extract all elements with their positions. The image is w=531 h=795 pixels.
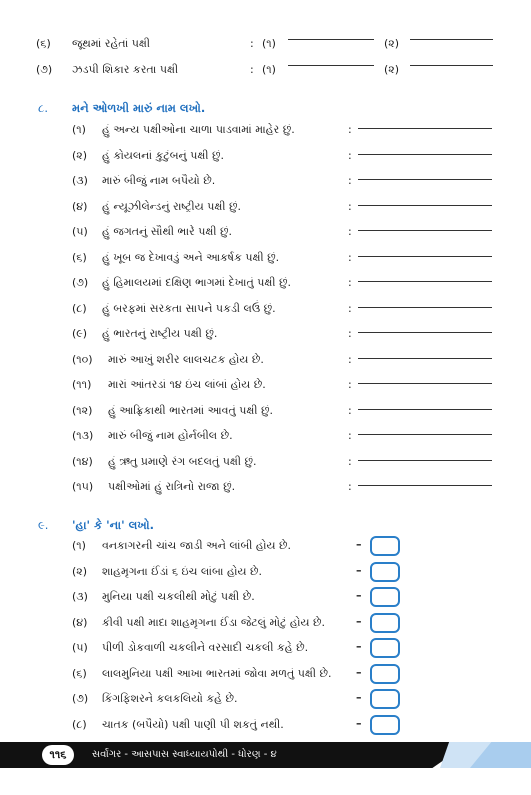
question-text: હું ખૂબ જ દેખાવડું અને આકર્ષક પક્ષી છું. — [102, 250, 280, 264]
answer-line[interactable] — [288, 65, 374, 66]
colon: : — [348, 301, 352, 315]
colon: : — [348, 403, 352, 417]
question-text: મારું આખું શરીર લાલચટક હોય છે. — [108, 352, 264, 366]
colon: : — [348, 276, 352, 289]
answer-line[interactable] — [358, 128, 492, 129]
colon: : — [348, 225, 352, 238]
answer-box[interactable] — [370, 536, 400, 556]
question-text: શાહમૃગના ઈંડાં ૬ ઇંચ લાંબા હોય છે. — [102, 564, 263, 578]
section-heading: મને ઓળખી મારું નામ લખો. — [72, 101, 206, 115]
question-number: (૭) — [72, 276, 89, 289]
answer-box[interactable] — [370, 689, 400, 709]
answer-line[interactable] — [288, 39, 374, 40]
colon: : — [348, 148, 352, 162]
question-number: (૨) — [72, 148, 88, 162]
answer-box[interactable] — [370, 613, 400, 633]
section-number: ૯. — [38, 518, 49, 532]
answer-line[interactable] — [358, 179, 492, 180]
dash: – — [356, 538, 362, 551]
question-number: (૩) — [72, 174, 88, 187]
answer-line[interactable] — [358, 307, 492, 308]
answer-line[interactable] — [358, 383, 492, 384]
answer-box[interactable] — [370, 664, 400, 684]
question-text: મારાં આંતરડાં ૧૪ ઇંચ લાંબાં હોય છે. — [108, 378, 266, 391]
answer-line[interactable] — [358, 460, 492, 461]
answer-line[interactable] — [410, 39, 493, 40]
question-number: (૮) — [72, 717, 87, 731]
question-number: (૩) — [72, 590, 88, 603]
option-label: (૨) — [384, 63, 400, 76]
question-text: કીવી પક્ષી માદા શાહમૃગના ઈંડા જેટલું મોટું હોય છે. — [102, 615, 325, 629]
answer-line[interactable] — [358, 485, 492, 486]
question-number: (૪) — [72, 199, 88, 213]
colon: : — [348, 123, 352, 136]
dash: – — [356, 614, 362, 628]
question-number: (૮) — [72, 301, 87, 315]
answer-line[interactable] — [358, 230, 492, 231]
question-text: હું અન્ય પક્ષીઓના ચાળા પાડવામાં માહેર છું. — [102, 123, 295, 136]
dash: – — [356, 691, 362, 704]
question-number: (૧૨) — [72, 403, 93, 417]
colon: : — [348, 352, 352, 366]
answer-line[interactable] — [358, 332, 492, 333]
question-text: મારું બીજું નામ હોર્નબીલ છે. — [108, 429, 233, 442]
question-text: હું બરફમાં સરકતા સાપને પકડી લઉં છું. — [102, 301, 276, 315]
question-number: (૧૫) — [72, 480, 94, 493]
question-number: (૭) — [72, 692, 89, 705]
question-text: વનકાગરની ચાંચ જાડી અને લાંબી હોય છે. — [102, 539, 291, 552]
dash: – — [356, 640, 362, 653]
dash: – — [356, 563, 362, 577]
answer-line[interactable] — [358, 409, 492, 410]
question-number: (૫) — [72, 641, 88, 654]
question-text: હું ઋતુ પ્રમાણે રંગ બદલતું પક્ષી છું. — [108, 454, 257, 468]
colon: : — [348, 378, 352, 391]
colon: : — [250, 37, 254, 50]
question-text: હું આફ્રિકાથી ભારતમાં આવતું પક્ષી છું. — [108, 403, 274, 417]
colon: : — [348, 174, 352, 187]
colon: : — [348, 250, 352, 264]
question-text: પીળી ડોકવાળી ચકલીને વરસાદી ચકલી કહે છે. — [102, 641, 309, 654]
section-number: ૮. — [38, 101, 48, 115]
question-number: (૨) — [72, 564, 88, 578]
question-number: (૯) — [72, 327, 88, 340]
question-number: (૧૦) — [72, 352, 93, 366]
colon: : — [348, 429, 352, 442]
question-text: લાલમુનિયા પક્ષી આખા ભારતમાં જોવા મળતું પક્ષી છે. — [102, 666, 332, 680]
question-number: (૫) — [72, 225, 88, 238]
question-number: (૧૪) — [72, 454, 93, 468]
question-text: હું ભારતનું રાષ્ટ્રીય પક્ષી છું. — [102, 327, 218, 340]
question-number: (૪) — [72, 615, 88, 629]
question-text: જૂથમાં રહેતાં પક્ષી — [72, 37, 151, 50]
question-text: હું કોયલનાં કુટુંબનું પક્ષી છું. — [102, 148, 225, 162]
question-text: કિંગફિશરને કલકલિયો કહે છે. — [102, 692, 238, 705]
question-text: હું ન્યૂઝીલેન્ડનું રાષ્ટ્રીય પક્ષી છું. — [102, 199, 241, 213]
answer-line[interactable] — [358, 281, 492, 282]
question-number: (૧૩) — [72, 429, 94, 442]
answer-box[interactable] — [370, 638, 400, 658]
question-text: હું જગતનું સૌથી ભારે પક્ષી છું. — [102, 225, 232, 238]
section-heading: 'હા' કે 'ના' લખો. — [72, 518, 154, 532]
footer-book-title: સર્વાંગર - આસપાસ સ્વાધ્યાયપોથી - ધોરણ - ૪ — [92, 749, 277, 760]
option-label: (૨) — [384, 37, 400, 50]
colon: : — [348, 199, 352, 213]
question-text: હું હિમાલયમાં દક્ષિણ ભાગમાં દેખાતું પક્ષી છું. — [102, 276, 292, 289]
question-number: (૬) — [36, 37, 51, 50]
answer-box[interactable] — [370, 562, 400, 582]
option-label: (૧) — [262, 37, 276, 50]
page-number: ૧૧૬ — [42, 745, 74, 765]
answer-line[interactable] — [358, 205, 492, 206]
question-number: (૬) — [72, 666, 87, 680]
dash: – — [356, 716, 362, 730]
question-text: ચાતક (બપૈયો) પક્ષી પાણી પી શકતું નથી. — [102, 717, 284, 731]
page-footer — [0, 742, 531, 768]
question-text: ઝડપી શિકાર કરતા પક્ષી — [72, 63, 179, 76]
question-number: (૧૧) — [72, 378, 92, 391]
question-number: (૧) — [72, 539, 86, 552]
question-text: પક્ષીઓમાં હું રાત્રિનો રાજા છું. — [108, 480, 236, 493]
answer-box[interactable] — [370, 587, 400, 607]
question-number: (૧) — [72, 123, 86, 136]
colon: : — [348, 454, 352, 468]
answer-line[interactable] — [358, 256, 492, 257]
option-label: (૧) — [262, 63, 276, 76]
answer-line[interactable] — [410, 65, 493, 66]
colon: : — [250, 63, 254, 76]
answer-line[interactable] — [358, 154, 492, 155]
question-number: (૬) — [72, 250, 87, 264]
dash: – — [356, 665, 362, 679]
answer-box[interactable] — [370, 715, 400, 735]
question-number: (૭) — [36, 63, 53, 76]
answer-line[interactable] — [358, 358, 492, 359]
colon: : — [348, 327, 352, 340]
colon: : — [348, 480, 352, 493]
question-text: મુનિયા પક્ષી ચકલીથી મોટું પક્ષી છે. — [102, 590, 255, 603]
answer-line[interactable] — [358, 434, 492, 435]
question-text: મારું બીજું નામ બપૈયો છે. — [102, 174, 216, 187]
dash: – — [356, 589, 362, 602]
